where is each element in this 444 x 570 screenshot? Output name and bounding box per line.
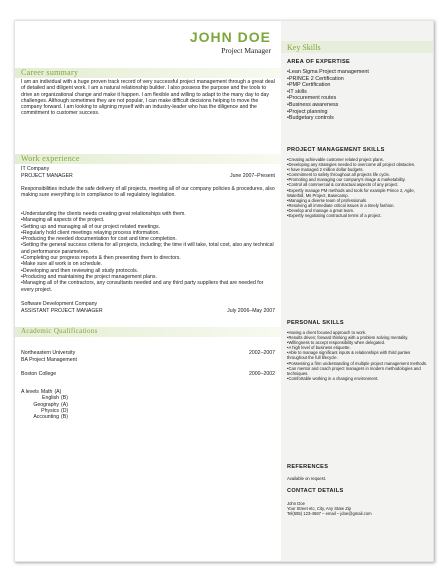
- list-item: • Can mentor and coach project managers in modern methodologies and techniques.: [287, 366, 429, 376]
- list-item: • Producing the needed documentation for cost and time completion.: [21, 236, 275, 242]
- list-item: • PRINCE 2 Certification: [287, 76, 427, 83]
- list-item: • Able to manage significant inputs & relationships with third parties throughout the full lifecycle.: [287, 350, 429, 360]
- list-item: • Willingness to accept responsibility when delegated.: [287, 340, 429, 345]
- list-item: • Develop and manage a great team.: [287, 208, 429, 213]
- list-item: • Expertly negotiating contractual terms of a project.: [287, 213, 429, 218]
- edu1-degree: BA Project Management: [21, 357, 77, 363]
- a-level-grade: (B): [61, 414, 68, 421]
- list-item: • Lean Sigma Project management: [287, 69, 427, 76]
- edu2-row: [21, 371, 275, 377]
- contact-name: John Doe: [287, 501, 305, 506]
- list-item: • Developing any strategies needed to overcome all project obstacles.: [287, 162, 429, 167]
- references-text: Available on request.: [287, 476, 327, 481]
- a-levels-list: [21, 389, 68, 420]
- list-item: • Results driven; forward thinking with a problem solving mentality.: [287, 335, 429, 340]
- job1-role: PROJECT MANAGER: [21, 173, 73, 179]
- a-levels-label: A levels: [21, 389, 39, 395]
- references-heading: REFERENCES: [287, 464, 329, 470]
- list-item: • Commitment to safety throughout all projects life cycle.: [287, 172, 429, 177]
- list-item: • Control all commercial & contractual aspects of any project.: [287, 182, 429, 187]
- summary-text: I am an individual with a huge proven track record of very successful project management through a great deal of detailed and diligent work. I am a natural relationship builder. I also possess the purpose and the tools to drive an organizational change and make it happen. I am flexible and willing to adapt to the many day to day challenges. Although sometimes they are not popular, I can make difficult decisions helping to move the company forward. I am looking to aligning myself with an industry-leader who has the diligence and the commitment to customer success.: [21, 79, 275, 117]
- a-level-subject: Math: [40, 389, 53, 395]
- list-item: • Regularly hold client meetings relaying process information.: [21, 230, 275, 236]
- list-item: • Creating achievable customer related project plans.: [287, 157, 429, 162]
- job2-dates: July 2006–May 2007: [227, 308, 275, 314]
- list-item: • Business awareness: [287, 102, 427, 109]
- a-level-grade: (B): [61, 395, 68, 402]
- edu2-dates: 2000–2002: [249, 371, 275, 377]
- job2-role-row: [21, 308, 275, 314]
- expertise-heading: AREA OF EXPERTISE: [287, 59, 351, 65]
- list-item: • Project planning: [287, 109, 427, 116]
- a-level-subject: Physics: [41, 407, 59, 414]
- experience-heading: Work experience: [21, 154, 80, 163]
- list-item: • I have managed 2 million dollar budgets.: [287, 167, 429, 172]
- list-item: • Expertly manage PM methods and tools for example Prince 2, Agile, Waterfall, Ms Project, Basecamp.: [287, 188, 429, 198]
- edu1-row: [21, 350, 275, 356]
- personal-skills-heading: PERSONAL SKILLS: [287, 320, 344, 326]
- a-level-grade: (A): [61, 401, 68, 408]
- job1-company: IT Company: [21, 166, 50, 172]
- list-item: • Resolving all immediate critical issues in a timely fashion.: [287, 203, 429, 208]
- list-item: • Setting up and managing all of our project related meetings.: [21, 224, 275, 230]
- list-item: • Make sure all work is on schedule.: [21, 261, 275, 267]
- main-column: [15, 21, 281, 561]
- a-level-subject: English: [41, 395, 59, 402]
- a-level-subject: Accounting: [33, 414, 59, 421]
- key-skills-heading: Key Skills: [287, 43, 321, 52]
- list-item: • IT skills: [287, 89, 427, 96]
- list-item: • Completing our progress reports & then presenting them to directors.: [21, 255, 275, 261]
- qualifications-heading: Academic Qualifications: [21, 327, 98, 335]
- pm-skills-heading: PROJECT MANAGEMENT SKILLS: [287, 147, 385, 153]
- a-level-grade: (A): [54, 389, 62, 395]
- contact-heading: CONTACT DETAILS: [287, 488, 344, 494]
- list-item: • Budgetary controls: [287, 115, 427, 122]
- expertise-list: [287, 69, 427, 122]
- edu1-dates: 2002–2007: [249, 350, 275, 356]
- list-item: • Managing a diverse team of professionals.: [287, 198, 429, 203]
- skills-sidebar: [281, 21, 433, 561]
- list-item: • Understanding the clients needs creating great relationships with them.: [21, 211, 275, 217]
- job2-role: ASSISTANT PROJECT MANAGER: [21, 308, 103, 314]
- list-item: • Setting the general success criteria for all projects, including; the time it will take, total cost, also any technical and performance parameters.: [21, 242, 275, 255]
- contact-tel: Tel(555) 123-4567 – email – jdoe@gmail.com: [287, 511, 372, 516]
- list-item: • Producing and maintaining the project management plans.: [21, 274, 275, 280]
- personal-skills-list: [287, 330, 429, 381]
- contact-address: Your Street etc, City, Any State Zip: [287, 506, 352, 511]
- list-item: • Managing all of the contractors, any consultants needed and any third party suppliers that are needed for every project.: [21, 280, 275, 293]
- list-item: • Comfortable working in a changing environment.: [287, 376, 429, 381]
- list-item: • A high level of business etiquette.: [287, 345, 429, 350]
- a-level-grade: (D): [61, 407, 69, 414]
- candidate-name: JOHN DOE: [189, 29, 271, 45]
- job1-role-row: [21, 173, 275, 179]
- list-item: • Managing all aspects of the project.: [21, 217, 275, 223]
- pm-skills-list: [287, 157, 429, 218]
- list-item: • Developing and then reviewing all study protocols.: [21, 268, 275, 274]
- job1-bullets: [21, 211, 275, 293]
- edu1-school: Northeastern University: [21, 350, 76, 356]
- list-item: • Having a client focused approach to work.: [287, 330, 429, 335]
- summary-heading: Career summary: [21, 68, 79, 77]
- list-item: • Procurement routes: [287, 95, 427, 102]
- job1-intro: Responsibilities include the safe delivery of all projects, meeting all of our company policies & procedures, also making sure everything is in compliance to all regulatory legislation.: [21, 186, 275, 199]
- list-item: • Promoting and managing our company's image & marketability.: [287, 177, 429, 182]
- edu2-school: Boston College: [21, 371, 57, 377]
- list-item: • Possessing a firm understanding of multiple project management methods.: [287, 361, 429, 366]
- a-level-subject: Geography: [33, 401, 59, 408]
- job2-company: Software Development Company: [21, 301, 98, 307]
- list-item: • PMP Certification: [287, 82, 427, 89]
- a-level-row: [21, 414, 68, 420]
- candidate-title: Project Manager: [221, 46, 271, 55]
- job1-dates: June 2007–Present: [230, 173, 275, 179]
- resume-page: [14, 20, 434, 562]
